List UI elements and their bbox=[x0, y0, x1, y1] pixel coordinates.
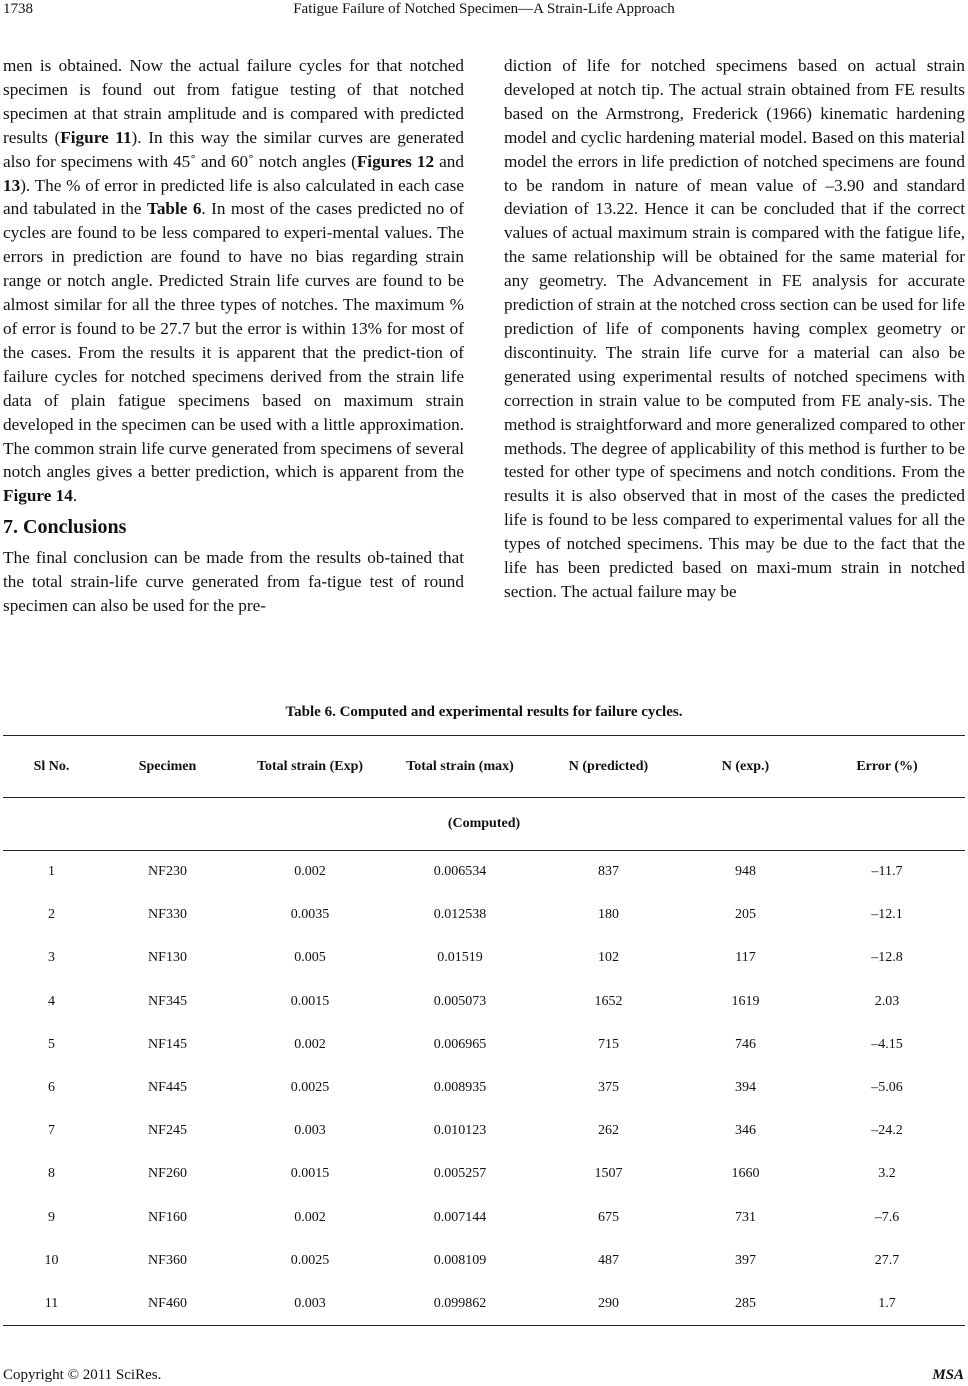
table-row bbox=[3, 937, 965, 980]
table-cell: 9 bbox=[48, 1209, 55, 1225]
header-total-strain-exp: Total strain (Exp) bbox=[235, 736, 385, 798]
table-cell: 10 bbox=[44, 1252, 59, 1268]
table-row bbox=[3, 1239, 965, 1282]
table-cell: NF145 bbox=[148, 1036, 187, 1052]
figure-11-ref: Figure 11 bbox=[60, 127, 132, 147]
table-cell: 290 bbox=[535, 1282, 682, 1325]
table-cell: NF460 bbox=[100, 1282, 235, 1325]
table-cell: 715 bbox=[598, 1036, 619, 1052]
table-cell: 487 bbox=[598, 1252, 619, 1268]
table-cell: 117 bbox=[735, 950, 756, 966]
table-row bbox=[3, 1196, 965, 1239]
table-cell: 262 bbox=[598, 1123, 619, 1139]
table-row bbox=[3, 1023, 965, 1066]
table-cell: 746 bbox=[735, 1036, 756, 1052]
table-cell: NF130 bbox=[148, 950, 187, 966]
table-cell: NF245 bbox=[148, 1123, 187, 1139]
table-cell: 180 bbox=[598, 907, 619, 923]
page-footer bbox=[0, 1366, 968, 1386]
section-heading-conclusions: 7. Conclusions bbox=[3, 516, 127, 539]
table-cell: 397 bbox=[735, 1252, 756, 1268]
table-cell: 0.003 bbox=[294, 1123, 326, 1139]
table-cell: 0.002 bbox=[294, 864, 326, 880]
copyright: Copyright © 2011 SciRes. bbox=[3, 1367, 162, 1383]
page-number: 1738 bbox=[3, 1, 33, 17]
table-cell: 0.006534 bbox=[433, 864, 487, 880]
table-cell: 0.008109 bbox=[433, 1252, 487, 1268]
text-run: and bbox=[434, 151, 464, 171]
table-cell: 11 bbox=[3, 1282, 100, 1325]
table-cell: 1.7 bbox=[809, 1282, 965, 1325]
table-cell: –7.6 bbox=[874, 1209, 900, 1225]
table-cell: 5 bbox=[48, 1036, 55, 1052]
text-run: ). In this way the similar curves are generated also for specimens with 45˚ and 60˚ notch angles ( bbox=[3, 127, 464, 171]
table-caption: Table 6. Computed and experimental results for failure cycles. bbox=[285, 704, 683, 720]
table-cell: 6 bbox=[48, 1080, 55, 1096]
text-run: men is obtained. Now the actual failure cycles for that notched specimen is found out from fatigue testing of that notched specimen at that strain amplitude and is compared with predicted results ( bbox=[3, 56, 464, 147]
table-6-ref: Table 6 bbox=[146, 199, 202, 219]
table-cell: 1652 bbox=[594, 993, 623, 1009]
table-cell: 0.005257 bbox=[433, 1166, 487, 1182]
table-cell: –11.7 bbox=[871, 864, 903, 880]
table-cell: NF230 bbox=[148, 864, 187, 880]
table-cell: 205 bbox=[735, 907, 756, 923]
table-cell: NF360 bbox=[148, 1252, 187, 1268]
table-row bbox=[3, 1153, 965, 1196]
page-header bbox=[0, 0, 968, 30]
table-cell: 0.005 bbox=[294, 950, 326, 966]
header-n-predicted: N (predicted) bbox=[535, 736, 682, 798]
table-cell: 0.099862 bbox=[385, 1282, 535, 1325]
table-cell: 0.007144 bbox=[433, 1209, 487, 1225]
table-cell: 0.012538 bbox=[433, 907, 487, 923]
table-cell: –24.2 bbox=[871, 1123, 903, 1139]
figure-14-ref: Figure 14 bbox=[3, 486, 73, 506]
header-error: Error (%) bbox=[809, 736, 965, 798]
table-cell: 0.002 bbox=[294, 1209, 326, 1225]
header-sl-no: Sl No. bbox=[3, 736, 100, 798]
figures-12-ref: Figures 12 bbox=[356, 151, 435, 171]
table-cell: 675 bbox=[598, 1209, 619, 1225]
text-run: . bbox=[72, 486, 78, 506]
table-cell: NF160 bbox=[148, 1209, 187, 1225]
table-cell: NF445 bbox=[148, 1080, 187, 1096]
table-cell: 0.006965 bbox=[433, 1036, 487, 1052]
table-cell: 394 bbox=[735, 1080, 756, 1096]
table-cell: 3 bbox=[48, 950, 55, 966]
table-cell: 0.008935 bbox=[433, 1080, 487, 1096]
table-cell: –12.8 bbox=[871, 950, 903, 966]
figure-13-ref: 13 bbox=[3, 175, 21, 195]
right-column bbox=[504, 54, 965, 684]
table-cell: 346 bbox=[735, 1123, 756, 1139]
running-title: Fatigue Failure of Notched Specimen—A Strain-Life Approach bbox=[293, 1, 675, 17]
table-cell: 2 bbox=[48, 907, 55, 923]
table-cell: 1660 bbox=[731, 1166, 760, 1182]
table-cell: 0.0015 bbox=[290, 993, 330, 1009]
text-run: . In most of the cases predicted no of cycles are found to be less compared to experi-mental values. The errors in prediction are found to have no bias regarding strain range or notch angle. Predicted Strain life curves are found to be almost similar for all the three types of notches. The maximum % of error is found to be 27.7 but the error is within 13% for most of the cases. From the results it is apparent that the predict-tion of failure cycles for notched specimens derived from the strain life data of plain fatigue specimens based on maximum strain developed in the specimen can be used with a little approximation. The common strain life curve generated from specimens of several notch angles gives a better prediction, which is apparent from the bbox=[3, 199, 464, 482]
table-cell: 1507 bbox=[594, 1166, 623, 1182]
table-cell: 0.0035 bbox=[290, 907, 330, 923]
table-cell: 0.0025 bbox=[290, 1080, 330, 1096]
table-cell: 0.0025 bbox=[290, 1252, 330, 1268]
table-cell: 1619 bbox=[731, 993, 760, 1009]
header-total-strain-max: Total strain (max) bbox=[385, 736, 535, 798]
table-row bbox=[3, 1282, 965, 1325]
table-row bbox=[3, 851, 965, 894]
table-row bbox=[3, 1110, 965, 1153]
left-column bbox=[3, 54, 464, 684]
text-run: ). The % of error in predicted life is also calculated in each case and tabulated in the bbox=[3, 175, 464, 219]
table-row bbox=[3, 1066, 965, 1109]
table-cell: 285 bbox=[682, 1282, 809, 1325]
table-cell: NF330 bbox=[148, 907, 187, 923]
journal-name: MSA bbox=[932, 1367, 964, 1383]
left-paragraph-2: The final conclusion can be made from the results ob-tained that the total strain-life curve generated from fa-tigue test of round specimen can also be used for the pre- bbox=[3, 548, 464, 616]
table-row bbox=[3, 980, 965, 1023]
left-paragraph-1 bbox=[3, 54, 464, 508]
table-cell: 0.010123 bbox=[433, 1123, 487, 1139]
table-cell: 7 bbox=[48, 1123, 55, 1139]
table-cell: 2.03 bbox=[874, 993, 900, 1009]
table-cell: 8 bbox=[48, 1166, 55, 1182]
table-cell: 375 bbox=[598, 1080, 619, 1096]
group-label: (Computed) bbox=[3, 798, 965, 851]
table-header-row bbox=[3, 736, 965, 798]
table-cell: 948 bbox=[735, 864, 756, 880]
table-cell: 0.003 bbox=[235, 1282, 385, 1325]
table-cell: –4.15 bbox=[871, 1036, 903, 1052]
table-group-row bbox=[3, 798, 965, 851]
table-cell: 102 bbox=[598, 950, 619, 966]
table-cell: 731 bbox=[735, 1209, 756, 1225]
table-cell: 0.01519 bbox=[437, 950, 483, 966]
right-paragraph-1: diction of life for notched specimens based on actual strain developed at notch tip. The actual strain obtained from FE results based on the Armstrong, Frederick (1966) kinematic hardening model and cyclic hardening material model. Based on this material model the errors in life prediction of notched specimens are found to be random in nature of mean value of –3.90 and standard deviation of 13.22. Hence it can be concluded that if the correct values of actual maximum strain is compared with the fatigue life, the same relationship will be obtained for the same material for any geometry. The Advancement in FE analysis for accurate prediction of strain at the notched cross section can be used for life prediction of life of components having complex geometry or discontinuity. The strain life curve for a material can also be generated using experimental results of notched specimens with correction in strain value to be computed from FE analy-sis. The method is straightforward and more generalized compared to other methods. The degree of applicability of this method is further to be tested for other type of specimens and notch conditions. From the results it is also observed that in most of the cases the predicted life is found to be less compared to experimental values for all the types of notched specimens. This may be due to the fact that the life has been predicted based on maxi-mum strain in notched section. The actual failure may be bbox=[504, 56, 965, 601]
header-n-exp: N (exp.) bbox=[682, 736, 809, 798]
table-cell: –5.06 bbox=[871, 1080, 903, 1096]
header-specimen: Specimen bbox=[100, 736, 235, 798]
table-cell: 4 bbox=[48, 993, 55, 1009]
table-cell: 0.005073 bbox=[433, 993, 487, 1009]
table-cell: 0.002 bbox=[294, 1036, 326, 1052]
table-cell: 3.2 bbox=[878, 1166, 896, 1182]
table-cell: 837 bbox=[598, 864, 619, 880]
table-row bbox=[3, 894, 965, 937]
table-cell: 1 bbox=[48, 864, 55, 880]
table-body bbox=[3, 851, 965, 1326]
table-cell: NF260 bbox=[148, 1166, 187, 1182]
table-cell: –12.1 bbox=[871, 907, 903, 923]
results-table bbox=[3, 735, 965, 1326]
table-cell: NF345 bbox=[148, 993, 187, 1009]
table-cell: 0.0015 bbox=[290, 1166, 330, 1182]
table-cell: 27.7 bbox=[874, 1252, 900, 1268]
